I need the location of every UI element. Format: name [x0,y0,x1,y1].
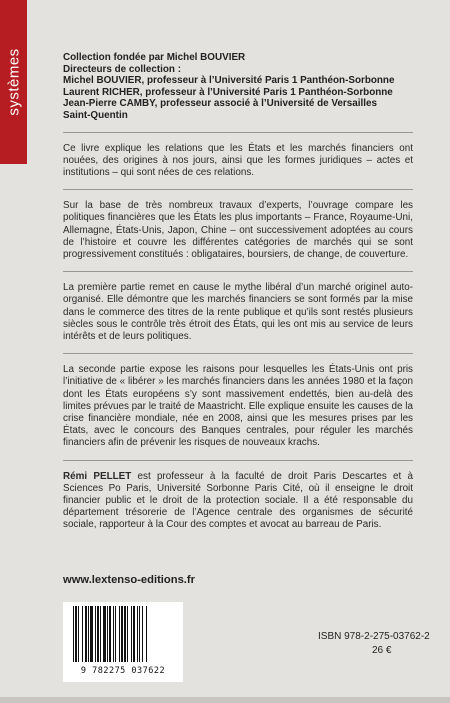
collection-spine-tab [0,0,27,164]
barcode-bar [95,606,96,662]
barcode-bar [90,606,93,662]
barcode-bar [146,606,147,662]
barcode-bar [131,606,132,662]
summary-paragraph: Ce livre explique les relations que les États et les marchés financiers ont nouées, des origines à nos jours, ainsi que les formes juridiques – actes et institutions – qui sont nées de ces relations. [63,142,413,178]
isbn: ISBN 978-2-275-03762-2 [318,631,430,642]
barcode-bar [121,606,123,662]
summary-paragraph: La première partie remet en cause le mythe libéral d’un marché originel auto-organisé. Elle démontre que les marchés financiers se sont formés par la mise dans le commerce des titres de la rente publique et qu’ils sont restés plusieurs siècles sous le contrôle très étroit des États, qui les ont mis au service de leurs intérêts et de leurs politiques. [63,282,413,342]
director-line: Laurent RICHER, professeur à l’Université Paris 1 Panthéon-Sorbonne [63,86,393,98]
summary-paragraph: Sur la base de très nombreux travaux d’experts, l’ouvrage compare les politiques financières que les États les plus importants – France, Royaume-Uni, Allemagne, États-Unis, Japon, Chine – ont successivement adoptées au cours de l’histoire et couvre les différentes catégories de marchés qui se sont progressivement constitués : obligataires, boursiers, de change, de couverture. [63,200,413,260]
divider [63,460,413,461]
barcode-bar [127,606,128,662]
barcode-bar [82,606,83,662]
director-line: Saint-Quentin [63,109,128,121]
barcode-bar [85,606,87,662]
author-name: Rémi PELLET [63,470,132,482]
barcode-bar [88,606,89,662]
divider [63,353,413,354]
barcode-bar [75,606,77,662]
bottom-edge [0,697,450,703]
barcode-bar [107,606,108,662]
barcode-bar [142,606,143,662]
barcode-bar [115,606,116,662]
collection-brand: systèmes [5,48,22,116]
price: 26 € [372,645,392,656]
barcode-bar [119,606,120,662]
barcode-bar [73,606,74,662]
barcode-bar [124,606,126,662]
barcode-bar [78,606,79,662]
collection-founder: Collection fondée par Michel BOUVIER [63,52,246,63]
author-paragraph [63,471,413,532]
barcode-bar [133,606,135,662]
barcode-bar [97,606,99,662]
back-cover-content [63,52,413,542]
director-line: Michel BOUVIER, professeur à l’Université Paris 1 Panthéon-Sorbonne [63,75,395,87]
director-line: Jean-Pierre CAMBY, professeur associé à l’Université de Versailles [63,98,377,110]
barcode-bar [100,606,101,662]
directors-label: Directeurs de collection : [63,63,181,75]
barcode-bar [137,606,138,662]
divider [63,271,413,272]
barcode-bar [109,606,111,662]
divider [63,189,413,190]
divider [63,132,413,133]
barcode-bars [71,606,175,664]
collection-credits [63,52,413,122]
barcode-digits: 9 782275 037622 [80,666,166,676]
barcode-bar [139,606,140,662]
publisher-website: www.lextenso-editions.fr [63,574,195,586]
barcode-bar [103,606,106,662]
barcode-bar [113,606,114,662]
author-bio: est professeur à la faculté de droit Paris Descartes et à Sciences Po Paris, Université Sorbonne Paris Cité, où il enseigne le droit financier public et le droit de la protection sociale. Il a été responsable du département trésorerie de l’Agence centrale des organismes de sécurité sociale, rapporteur à la Cour des comptes et avocat au barreau de Paris. [63,470,414,531]
summary-paragraph: La seconde partie expose les raisons pour lesquelles les États-Unis ont pris l’initiative de « libérer » les marchés financiers dans les années 1980 et la façon dont les États européens s’y sont massivement endettés, bien au-delà des limites prévues par le traité de Maastricht. Elle explique ensuite les causes de la crise financière mondiale, née en 2008, ainsi que les mesures prises par les États, avec le concours des Banques centrales, pour réguler les marchés financiers afin de prévenir les risques de nouveaux krachs. [63,364,413,449]
barcode [63,602,183,682]
